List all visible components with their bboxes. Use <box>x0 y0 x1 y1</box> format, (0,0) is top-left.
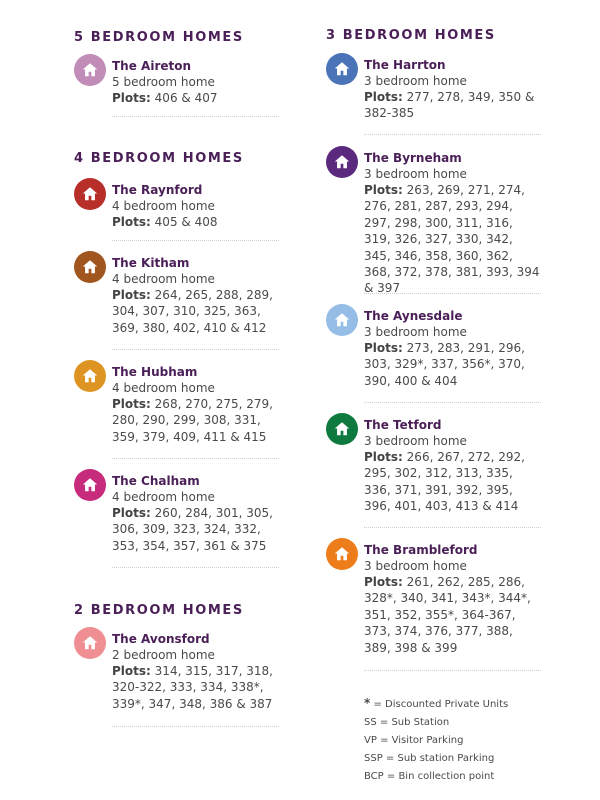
home-type: 5 bedroom home <box>112 75 215 89</box>
plots-values: 263, 269, 271, 274, 276, 281, 287, 293, 294, 297, 298, 300, 311, 316, 319, 326, 327, 330, 342, 345, 346, 358, 360, 362, 368, 372, 378, 381, 393, 394 & 397 <box>364 183 540 296</box>
legend-row <box>364 714 508 732</box>
home-name: The Aynesdale <box>364 309 463 323</box>
divider <box>364 134 541 135</box>
house-icon <box>74 360 106 392</box>
house-icon <box>74 54 106 86</box>
divider <box>364 527 541 528</box>
section-title-2-bed: 2 BEDROOM HOMES <box>74 603 244 618</box>
plots-values: 273, 283, 291, 296, 303, 329*, 337, 356*, 370, 390, 400 & 404 <box>364 341 525 388</box>
home-name: The Harrton <box>364 58 446 72</box>
legend-row <box>364 750 508 768</box>
divider <box>112 116 279 117</box>
home-name: The Raynford <box>112 183 203 197</box>
plots-label: Plots: <box>364 575 403 589</box>
home-type: 4 bedroom home <box>112 381 215 395</box>
plots-list <box>364 449 541 515</box>
home-name: The Chalham <box>112 474 200 488</box>
divider <box>364 402 541 403</box>
legend-key: SS <box>364 717 377 728</box>
legend <box>364 694 508 786</box>
plots-label: Plots: <box>364 183 403 197</box>
plots-label: Plots: <box>364 450 403 464</box>
home-type: 3 bedroom home <box>364 74 467 88</box>
plots-values: 266, 267, 272, 292, 295, 302, 312, 313, 335, 336, 371, 391, 392, 395, 396, 401, 403, 413 & 414 <box>364 450 525 514</box>
section-title-3-bed: 3 BEDROOM HOMES <box>326 28 496 43</box>
plots-list <box>364 340 541 389</box>
plots-values: 314, 315, 317, 318, 320-322, 333, 334, 338*, 339*, 347, 348, 386 & 387 <box>112 664 273 711</box>
home-type: 3 bedroom home <box>364 167 467 181</box>
plots-label: Plots: <box>112 664 151 678</box>
legend-row <box>364 768 508 786</box>
section-title-5-bed: 5 BEDROOM HOMES <box>74 30 244 45</box>
house-icon <box>326 413 358 445</box>
plots-list <box>112 505 279 554</box>
plots-values: 261, 262, 285, 286, 328*, 340, 341, 343*, 344*, 351, 352, 355*, 364-367, 373, 374, 376, 377, 388, 389, 398 & 399 <box>364 575 531 655</box>
plots-values: 406 & 407 <box>154 91 218 105</box>
home-name: The Brambleford <box>364 543 478 557</box>
home-type: 3 bedroom home <box>364 434 467 448</box>
divider <box>364 293 541 294</box>
plots-list <box>112 90 279 106</box>
plots-label: Plots: <box>364 341 403 355</box>
plots-list <box>364 182 541 297</box>
home-type: 3 bedroom home <box>364 559 467 573</box>
house-icon <box>74 469 106 501</box>
plots-list <box>112 287 279 336</box>
legend-text: = Discounted Private Units <box>373 699 509 710</box>
plots-list <box>364 574 541 656</box>
plots-values: 268, 270, 275, 279, 280, 290, 299, 308, 331, 359, 379, 409, 411 & 415 <box>112 397 273 444</box>
home-type: 4 bedroom home <box>112 199 215 213</box>
plots-values: 405 & 408 <box>154 215 218 229</box>
home-type: 4 bedroom home <box>112 272 215 286</box>
legend-text: = Sub station Parking <box>385 753 495 764</box>
legend-row <box>364 732 508 750</box>
section-title-4-bed: 4 BEDROOM HOMES <box>74 151 244 166</box>
home-type: 2 bedroom home <box>112 648 215 662</box>
divider <box>112 567 279 568</box>
plots-label: Plots: <box>112 288 151 302</box>
plots-label: Plots: <box>112 397 151 411</box>
plots-values: 277, 278, 349, 350 & 382-385 <box>364 90 535 121</box>
legend-row <box>364 694 508 714</box>
plots-values: 264, 265, 288, 289, 304, 307, 310, 325, 363, 369, 380, 402, 410 & 412 <box>112 288 273 335</box>
house-icon <box>74 251 106 283</box>
divider <box>364 670 541 671</box>
plots-label: Plots: <box>112 91 151 105</box>
legend-text: = Visitor Parking <box>380 735 464 746</box>
home-name: The Hubham <box>112 365 198 379</box>
house-icon <box>326 146 358 178</box>
home-type: 4 bedroom home <box>112 490 215 504</box>
divider <box>112 458 279 459</box>
plots-values: 260, 284, 301, 305, 306, 309, 323, 324, 332, 353, 354, 357, 361 & 375 <box>112 506 273 553</box>
home-name: The Avonsford <box>112 632 210 646</box>
house-icon <box>74 178 106 210</box>
legend-key: * <box>364 696 371 710</box>
house-icon <box>326 53 358 85</box>
plots-list <box>364 89 541 122</box>
divider <box>112 349 279 350</box>
divider <box>112 726 279 727</box>
home-name: The Tetford <box>364 418 442 432</box>
legend-key: VP <box>364 735 377 746</box>
plots-label: Plots: <box>364 90 403 104</box>
legend-text: = Bin collection point <box>386 771 495 782</box>
plots-label: Plots: <box>112 506 151 520</box>
plots-list <box>112 214 279 230</box>
house-icon <box>326 538 358 570</box>
plots-list <box>112 396 279 445</box>
home-name: The Aireton <box>112 59 192 73</box>
home-name: The Byrneham <box>364 151 462 165</box>
divider <box>112 240 279 241</box>
plots-label: Plots: <box>112 215 151 229</box>
house-icon <box>74 627 106 659</box>
house-icon <box>326 304 358 336</box>
plots-list <box>112 663 279 712</box>
legend-key: SSP <box>364 753 383 764</box>
legend-key: BCP <box>364 771 384 782</box>
home-type: 3 bedroom home <box>364 325 467 339</box>
home-name: The Kitham <box>112 256 190 270</box>
legend-text: = Sub Station <box>379 717 450 728</box>
